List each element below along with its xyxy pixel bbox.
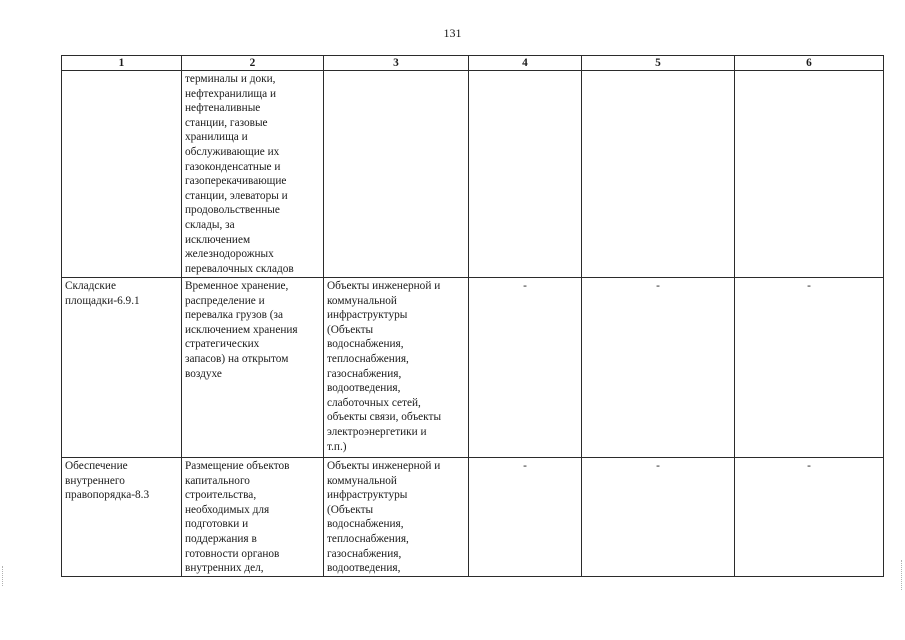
cell-column-6 — [735, 71, 884, 278]
cell-auxiliary-use — [324, 278, 469, 458]
cell-auxiliary-use — [324, 458, 469, 577]
cell-column-6 — [735, 278, 884, 458]
cell-column-4 — [469, 71, 582, 278]
cell-column-5-text: - — [656, 280, 660, 292]
scan-artifact-right — [901, 560, 904, 590]
cell-use-type-text: Складские площадки-6.9.1 — [65, 280, 140, 307]
cell-column-6-text: - — [807, 280, 811, 292]
cell-column-5 — [582, 71, 735, 278]
page-number: 131 — [443, 26, 462, 40]
cell-use-description — [182, 71, 324, 278]
column-header-5: 5 — [582, 56, 735, 71]
cell-use-description — [182, 458, 324, 577]
cell-use-type — [62, 278, 182, 458]
land-use-table — [61, 55, 884, 577]
cell-use-description-text: Временное хранение, распределение и перевалка грузов (за исключением хранения стратегических запасов) на открытом воздухе — [185, 280, 298, 380]
cell-column-4-text: - — [523, 460, 527, 472]
cell-auxiliary-use-text: Объекты инженерной и коммунальной инфраструктуры (Объекты водоснабжения, теплоснабжения, газоснабжения, водоотведения, слаботочных сетей, объекты связи, объекты электроэнергетики и т.п.) — [327, 280, 442, 453]
column-header-3: 3 — [324, 56, 469, 71]
table-row-internal-order — [62, 458, 884, 577]
scan-artifact-left — [2, 566, 5, 586]
table-row-continuation — [62, 71, 884, 278]
cell-use-description — [182, 278, 324, 458]
cell-column-4-text: - — [523, 280, 527, 292]
column-header-1: 1 — [62, 56, 182, 71]
table-row-warehouse-sites — [62, 278, 884, 458]
cell-use-type-text: Обеспечение внутреннего правопорядка-8.3 — [65, 460, 150, 502]
cell-column-6 — [735, 458, 884, 577]
cell-auxiliary-use-text: Объекты инженерной и коммунальной инфраструктуры (Объекты водоснабжения, теплоснабжения, газоснабжения, водоотведения, — [327, 460, 441, 575]
column-header-6: 6 — [735, 56, 884, 71]
cell-column-4 — [469, 278, 582, 458]
cell-use-type — [62, 71, 182, 278]
cell-use-description-text: Размещение объектов капитального строительства, необходимых для подготовки и поддержания в готовности органов внутренних дел, — [185, 460, 290, 575]
cell-column-5-text: - — [656, 460, 660, 472]
table-header-row — [62, 56, 884, 71]
cell-column-4 — [469, 458, 582, 577]
cell-column-5 — [582, 458, 735, 577]
cell-use-description-text: терминалы и доки, нефтехранилища и нефтеналивные станции, газовые хранилища и обслуживающие их газоконденсатные и газоперекачивающие станции, элеваторы и продовольственные склады, за исключением железнодорожных перевалочных складов — [185, 73, 294, 275]
column-header-2: 2 — [182, 56, 324, 71]
cell-column-5 — [582, 278, 735, 458]
cell-auxiliary-use — [324, 71, 469, 278]
column-header-4: 4 — [469, 56, 582, 71]
cell-column-6-text: - — [807, 460, 811, 472]
cell-use-type — [62, 458, 182, 577]
